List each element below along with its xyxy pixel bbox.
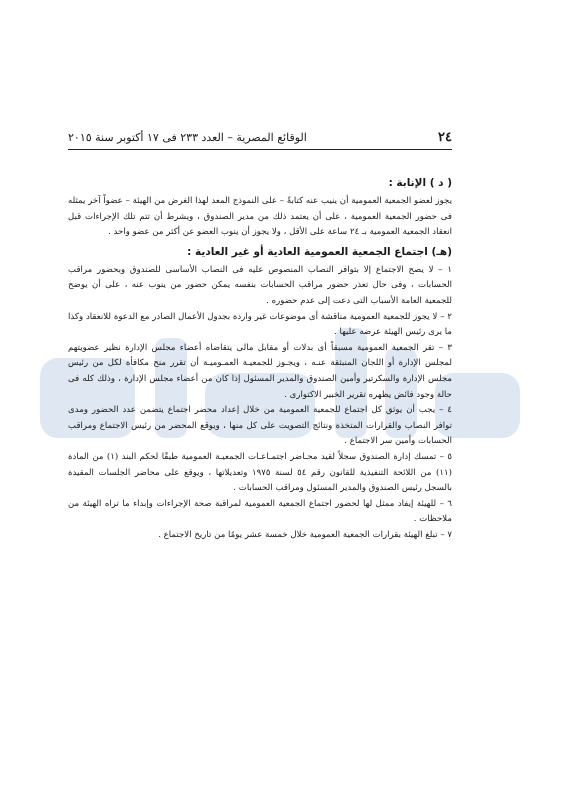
section-heading-general-assembly: (هـ) اجتماع الجمعية العمومية العادية أو غير العادية : xyxy=(187,245,452,258)
paragraph-item-7: ٧ – تبلغ الهيئة بقرارات الجمعية العمومية خلال خمسة عشر يومًا من تاريخ الاجتماع . xyxy=(158,529,452,540)
page-number: ٢٤ xyxy=(438,130,452,145)
paragraph-proxy: يجوز لعضو الجمعية العمومية أن ينيب عنه كتابةً – على النموذج المعد لهذا الغرض من الهيئة – عضواً آخر يمثله فى حضور الجمعية العمومية ، على أن يعتمد ذلك من مدير الصندوق ، ويشرط أن تتم تلك الإجراءات قبل انعقاد الجمعية العمومية بـ ٢٤ ساعة على الأقل ، ولا يجوز أن ينوب العضو عن أكثر من عضو واحد . xyxy=(68,196,452,238)
section-heading-proxy: ( د ) الإنابة : xyxy=(388,177,452,189)
paragraph-item-2: ٢ – لا يجوز للجمعية العمومية مناقشة أى موضوعات غير واردة بجدول الأعمال الصادر مع الدعوة للانعقاد وكذا ما يرى رئيس الهيئة عرضه عليها . xyxy=(68,311,452,338)
paragraph-item-4: ٤ – يجب أن يوثق كل اجتماع للجمعية العمومية من خلال إعداد محضر اجتماع يتضمن عدد الحضور ومدى توافر النصاب والقرارات المتخذة ونتائج التصويت على كل منها ، ويوقع المحضر من رئيس الاجتماع ومراقب الحسابات وأمين سر الاجتماع . xyxy=(68,405,452,447)
gazette-title: الوقائع المصرية – العدد ٢٣٣ فى ١٧ أكتوبر سنة ٢٠١٥ xyxy=(68,131,307,144)
paragraph-item-3: ٣ – تقر الجمعية العمومية مسبقاً أى بدلات أو مقابل مالى يتقاضاه أعضاء مجلس الإدارة نظير عضويتهم لمجلس الإدارة أو اللجان المنبثقة عنـه ، ويجـوز للجمعيـة العمـوميـة أن تقرر منح مكافأة لكل من رئيس مجلس الإدارة والسكرتير وأمين الصندوق والمدير المسئول إذا كان من أعضاء مجلس الإدارة ، وذلك كله فى حالة وجود فائض يظهره تقرير الخبير الاكتوارى . xyxy=(68,342,452,400)
page-header xyxy=(68,130,452,150)
paragraph-item-5: ٥ – تمسك إدارة الصندوق سجلاً لقيد محـاضر اجتمـاعـات الجمعيـة العمومية طبقًا لحكم البند (١) من المادة (١١) من اللائحة التنفيذية للقانون رقم ٥٤ لسنة ١٩٧٥ وتعديلاتها ، ويوقع على محاضر الجلسات المقيدة بالسجل رئيس الصندوق والمدير المسئول ومراقب الحسابات . xyxy=(68,451,452,494)
paragraph-item-1: ١ – لا يصح الاجتماع إلا بتوافر النصاب المنصوص عليه فى النصاب الأساسى للصندوق وبحضور مراقب الحسابات ، وفى حال تعذر حضور مراقب الحسابات بنفسه يمكن حضور من ينوب عنه ، على أن يوضح للجمعية العامة الأسباب التى دعت إلى عدم حضوره . xyxy=(68,264,452,306)
paragraph-item-6: ٦ – للهيئة إيفاد ممثل لها لحضور اجتماع الجمعية العمومية لمراقبة صحة الإجراءات وإبداء ما تراه الهيئة من ملاحظات . xyxy=(68,498,452,525)
document-page xyxy=(68,130,452,543)
document-body xyxy=(68,172,452,543)
